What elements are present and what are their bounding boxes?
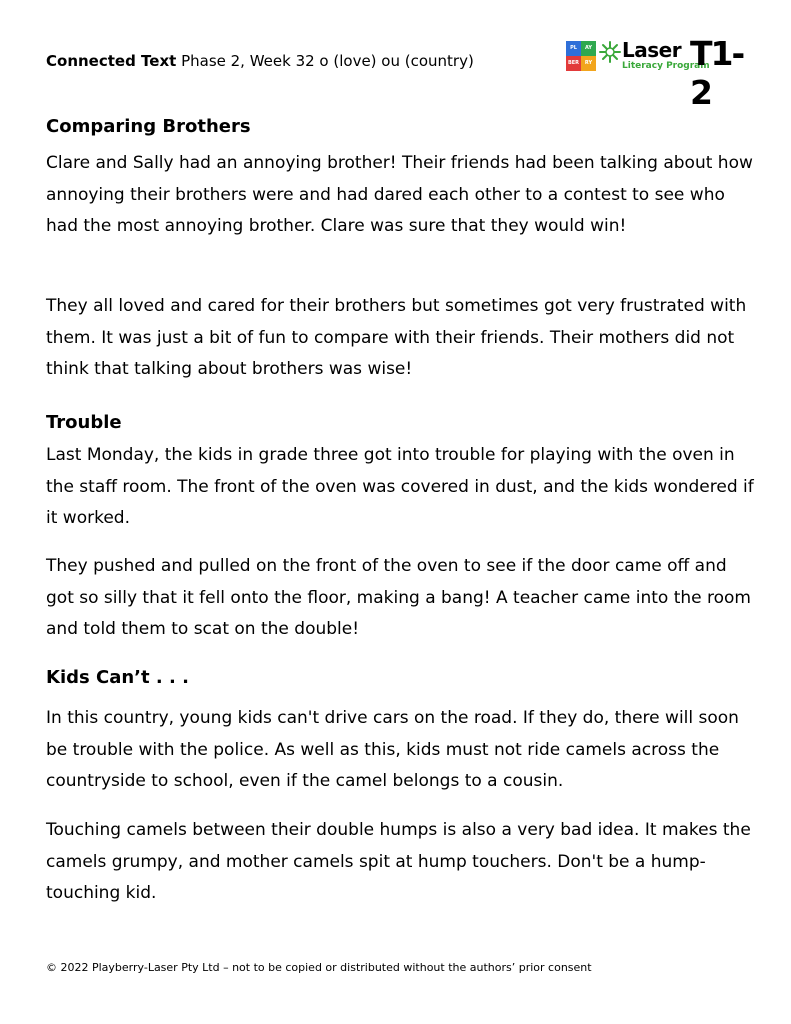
laser-logo	[566, 34, 748, 112]
paragraph: Touching camels between their double humps is also a very bad idea. It makes the camels grumpy, and mother camels spit at hump touchers. Don't be a hump-touching kid.	[46, 820, 751, 903]
tile-red: BER	[566, 56, 581, 71]
paragraph: They all loved and cared for their brothers but sometimes got very frustrated with them. It was just a bit of fun to compare with their friends. Their mothers did not think that talking about brothers was wise!	[46, 296, 747, 379]
copyright-footer: © 2022 Playberry-Laser Pty Ltd – not to be copied or distributed without the authors’ prior consent	[46, 961, 592, 974]
logo-level: T1-2	[690, 34, 744, 112]
paragraph: Clare and Sally had an annoying brother! Their friends had been talking about how annoying their brothers were and had dared each other to a contest to see who had the most annoying brother. Clare was sure that they would win!	[46, 153, 753, 236]
tile-blue: PL	[566, 41, 581, 56]
section-title-trouble: Trouble	[46, 412, 122, 433]
paragraph: They pushed and pulled on the front of the oven to see if the door came off and got so silly that it fell onto the floor, making a bang! A teacher came into the room and told them to scat on the double!	[46, 556, 751, 639]
tile-orange: RY	[581, 56, 596, 71]
playberry-tiles-icon	[566, 41, 596, 71]
paragraph: Last Monday, the kids in grade three got into trouble for playing with the oven in the staff room. The front of the oven was covered in dust, and the kids wondered if it worked.	[46, 445, 754, 528]
paragraph: In this country, young kids can't drive cars on the road. If they do, there will soon be trouble with the police. As well as this, kids must not ride camels across the countryside to school, even if the camel belongs to a cousin.	[46, 708, 739, 791]
section-title-comparing-brothers: Comparing Brothers	[46, 116, 251, 137]
tile-green: AY	[581, 41, 596, 56]
logo-subtitle: Literacy Program	[622, 61, 710, 71]
logo-brand: Laser	[622, 38, 682, 62]
document-header	[46, 52, 474, 70]
section-title-kids-cant: Kids Can’t . . .	[46, 667, 189, 688]
header-label-text: Phase 2, Week 32 o (love) ou (country)	[176, 52, 474, 70]
laser-burst-icon	[598, 40, 622, 64]
header-label-bold: Connected Text	[46, 52, 177, 70]
